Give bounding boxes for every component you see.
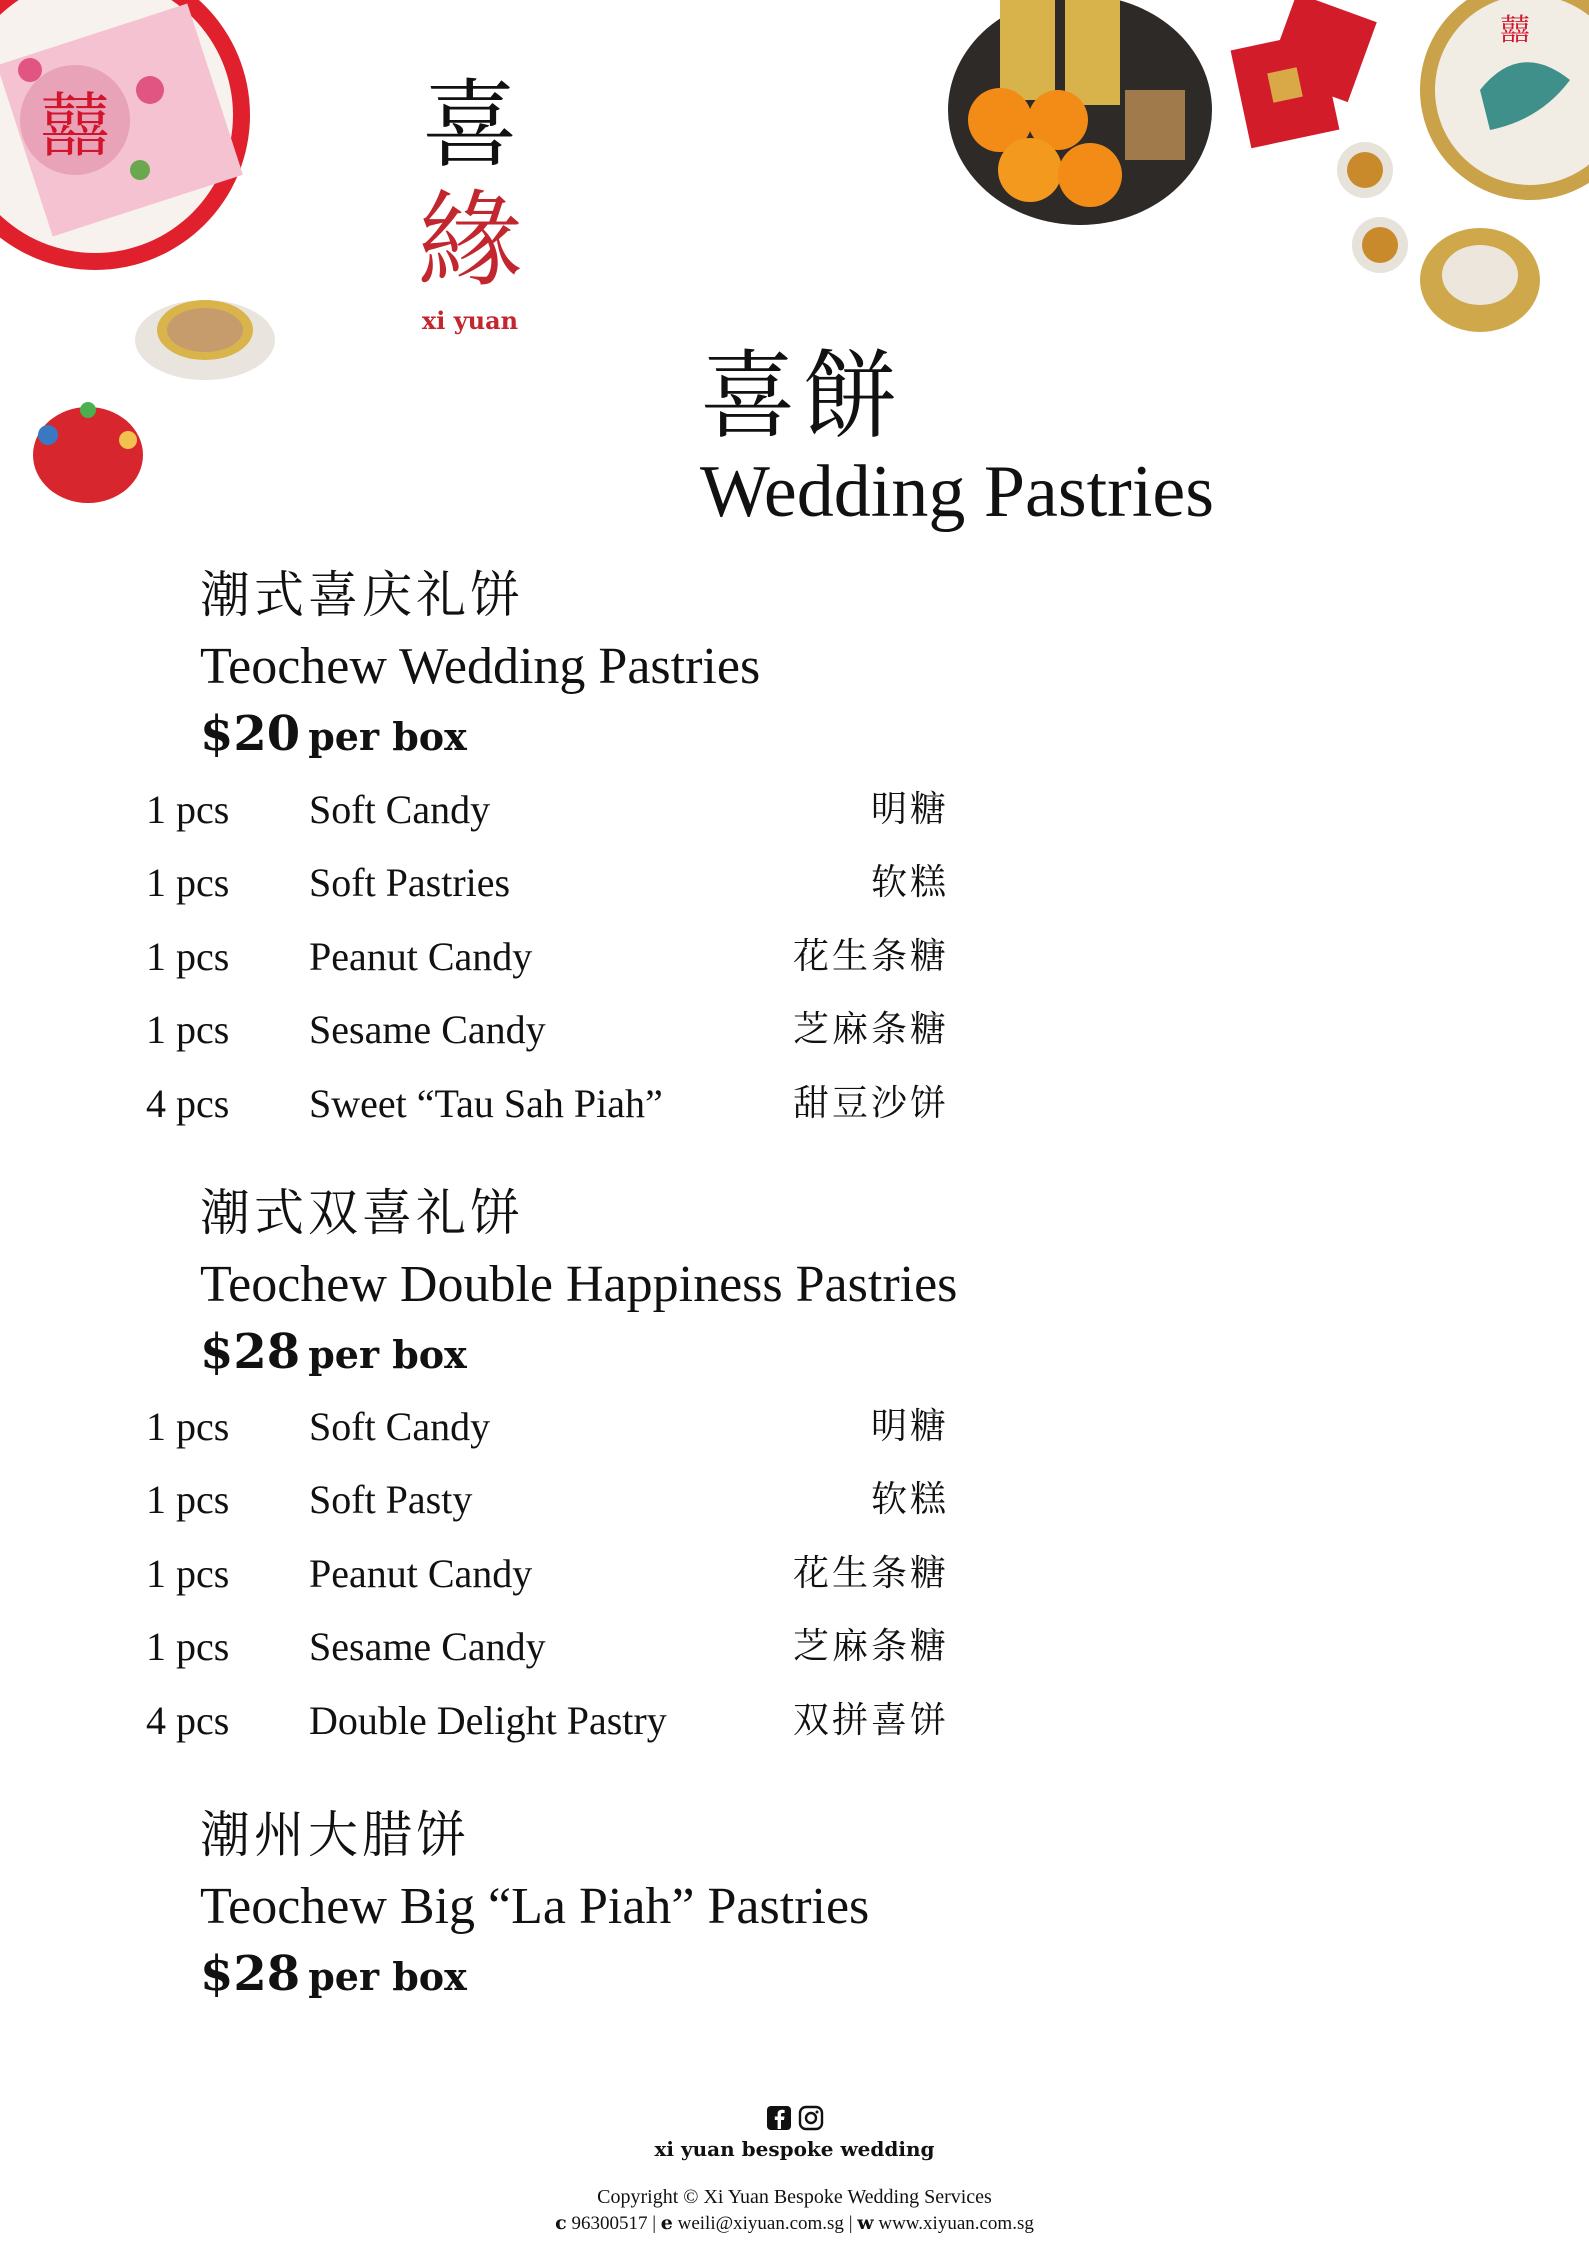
item-name-chinese: 花生条糖 — [792, 1552, 949, 1594]
facebook-icon[interactable] — [766, 2105, 792, 2131]
item-name-chinese: 芝麻条糖 — [792, 1626, 949, 1668]
website-link[interactable]: www.xiyuan.com.sg — [878, 2213, 1034, 2234]
item-quantity: 1 pcs — [146, 860, 230, 906]
separator: | — [652, 2213, 657, 2234]
section-price — [200, 702, 1200, 766]
decorative-fan-illustration — [18, 395, 158, 515]
item-quantity: 1 pcs — [146, 1624, 230, 1670]
separator: | — [848, 2213, 853, 2234]
section-teochew-big-la-piah-pastries — [200, 1800, 1200, 2006]
logo-text: xi yuan — [421, 306, 519, 335]
section-title-chinese: 潮式喜庆礼饼 — [200, 566, 524, 624]
logo-character-top: 喜 — [422, 69, 518, 181]
item-list — [146, 780, 1046, 1147]
phone-label: c — [555, 2212, 567, 2234]
item-name-chinese: 软糕 — [870, 1479, 949, 1521]
item-name: Peanut Candy — [309, 1550, 533, 1596]
list-item — [146, 853, 1046, 926]
section-price — [200, 1942, 1200, 2006]
list-item — [146, 1544, 1046, 1617]
svg-text:囍: 囍 — [40, 85, 110, 167]
item-quantity: 4 pcs — [146, 1080, 230, 1126]
footer-brand: xi yuan bespoke wedding — [654, 2137, 935, 2161]
list-item — [146, 780, 1046, 853]
item-quantity: 1 pcs — [146, 933, 230, 979]
item-quantity: 1 pcs — [146, 1404, 230, 1449]
svg-text:囍: 囍 — [1500, 13, 1530, 48]
price-unit: per box — [308, 1332, 467, 1377]
page-title-chinese: 喜餅 — [700, 340, 904, 452]
item-quantity: 1 pcs — [146, 1477, 230, 1523]
list-item — [146, 1691, 1046, 1764]
section-title-english: Teochew Big “La Piah” Pastries — [200, 1878, 870, 1935]
price-amount: $28 — [200, 1946, 301, 2002]
section-title-chinese: 潮式双喜礼饼 — [200, 1184, 524, 1242]
item-name: Soft Pasty — [309, 1477, 473, 1523]
section-price — [200, 1320, 1200, 1384]
section-teochew-wedding-pastries — [200, 560, 1200, 766]
item-name-chinese: 花生条糖 — [792, 935, 949, 977]
list-item — [146, 927, 1046, 1000]
list-item — [146, 1000, 1046, 1073]
social-links — [0, 2105, 1589, 2135]
price-amount: $20 — [200, 706, 301, 762]
price-amount: $28 — [200, 1324, 301, 1380]
section-title-english: Teochew Double Happiness Pastries — [200, 1256, 958, 1313]
item-name: Sweet “Tau Sah Piah” — [309, 1080, 663, 1126]
section-title-chinese: 潮州大腊饼 — [200, 1806, 470, 1864]
item-quantity: 1 pcs — [146, 1007, 230, 1053]
item-name-chinese: 软糕 — [870, 862, 949, 904]
decorative-tea-set-illustration — [1330, 0, 1589, 360]
footer-contacts — [0, 2212, 1589, 2235]
section-teochew-double-happiness-pastries — [200, 1178, 1200, 1384]
list-item — [146, 1617, 1046, 1690]
item-quantity: 4 pcs — [146, 1697, 230, 1743]
instagram-icon[interactable] — [798, 2105, 824, 2131]
brand-logo — [400, 70, 540, 335]
decorative-fruit-bowl-illustration — [940, 0, 1220, 230]
item-list — [146, 1397, 1046, 1764]
item-name-chinese: 明糖 — [870, 789, 949, 830]
item-name: Sesame Candy — [309, 1007, 546, 1053]
item-name-chinese: 芝麻条糖 — [792, 1009, 949, 1051]
item-name: Double Delight Pastry — [309, 1697, 667, 1743]
item-name-chinese: 甜豆沙饼 — [792, 1082, 949, 1124]
decorative-teacup-illustration — [130, 280, 290, 390]
item-quantity: 1 pcs — [146, 787, 230, 832]
list-item — [146, 1074, 1046, 1147]
item-name-chinese: 双拼喜饼 — [792, 1699, 949, 1741]
list-item — [146, 1470, 1046, 1543]
page-title-english: Wedding Pastries — [700, 451, 1215, 533]
item-name-chinese: 明糖 — [870, 1406, 949, 1447]
list-item — [146, 1397, 1046, 1470]
item-quantity: 1 pcs — [146, 1550, 230, 1596]
footer-copyright: Copyright © Xi Yuan Bespoke Wedding Services — [597, 2186, 992, 2208]
phone-number[interactable]: 96300517 — [571, 2213, 648, 2234]
web-label: w — [857, 2212, 874, 2234]
email-link[interactable]: weili@xiyuan.com.sg — [677, 2213, 844, 2234]
section-title-english: Teochew Wedding Pastries — [200, 638, 761, 695]
price-unit: per box — [308, 1954, 467, 1999]
item-name: Sesame Candy — [309, 1624, 546, 1670]
item-name: Soft Pastries — [309, 860, 511, 906]
decorative-plate-illustration — [0, 0, 300, 310]
logo-character-bottom: 緣 — [417, 179, 522, 301]
item-name: Peanut Candy — [309, 933, 533, 979]
price-unit: per box — [308, 714, 467, 759]
item-name: Soft Candy — [309, 787, 491, 832]
item-name: Soft Candy — [309, 1404, 491, 1449]
email-label: e — [660, 2212, 673, 2234]
